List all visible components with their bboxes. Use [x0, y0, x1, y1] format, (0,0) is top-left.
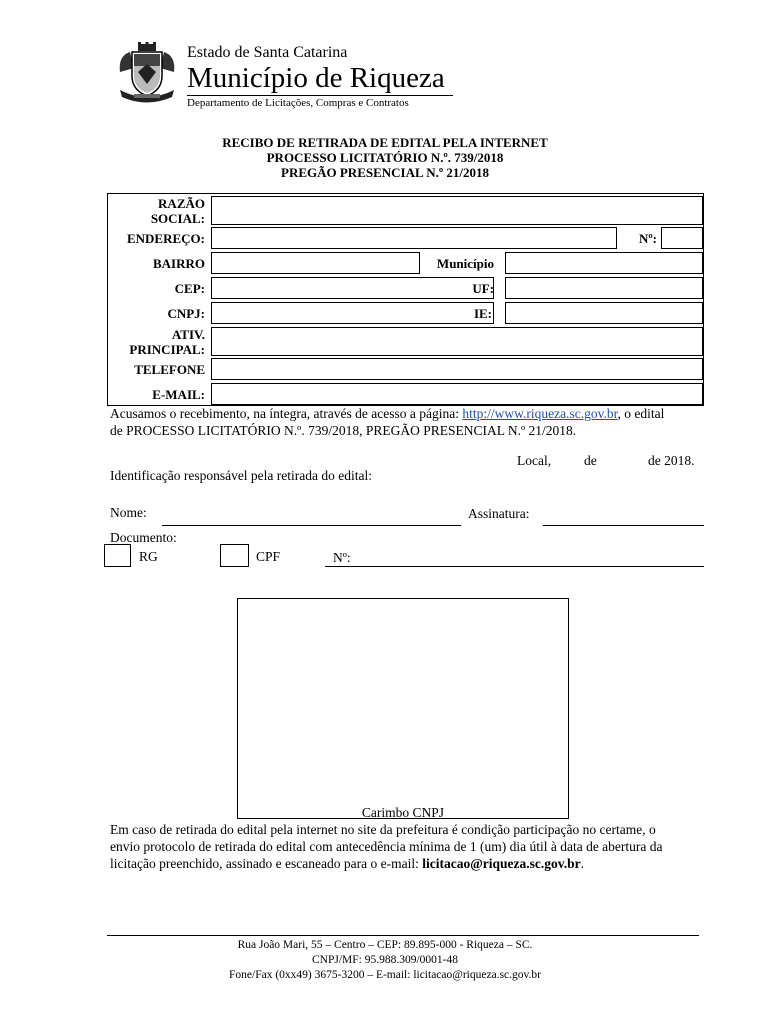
- endereco-field[interactable]: [211, 227, 617, 249]
- footer-cnpj: CNPJ/MF: 95.988.309/0001-48: [311, 954, 458, 966]
- note-line-1: Em caso de retirada do edital pela internet no site da prefeitura é condição participação no certame, o: [110, 822, 656, 837]
- footer-contact: Fone/Fax (0xx49) 3675-3200 – E-mail: licitacao@riqueza.sc.gov.br: [229, 969, 541, 981]
- label-ativ-principal: ATIV. PRINCIPAL:: [129, 327, 205, 357]
- title-line-2: PROCESSO LICITATÓRIO N.º. 739/2018: [266, 150, 504, 165]
- label-cep: CEP:: [174, 281, 205, 296]
- label-uf: UF:: [472, 281, 494, 296]
- header-rule: [187, 95, 453, 96]
- date-year-label: de 2018.: [648, 453, 695, 468]
- cep-field[interactable]: [211, 277, 494, 299]
- label-numero: Nº:: [638, 231, 657, 246]
- rg-checkbox[interactable]: [104, 544, 131, 567]
- ack-line-2: de PROCESSO LICITATÓRIO N.º. 739/2018, PREGÃO PRESENCIAL N.º 21/2018.: [110, 423, 577, 438]
- note-line-3: licitação preenchido, assinado e escaneado para o e-mail: licitacao@riqueza.sc.gov.br.: [110, 856, 585, 871]
- nome-line[interactable]: [162, 525, 461, 526]
- numero-field[interactable]: [661, 227, 703, 249]
- date-de-label: de: [584, 453, 597, 468]
- footer-address: Rua João Mari, 55 – Centro – CEP: 89.895-000 - Riqueza – SC.: [237, 939, 533, 951]
- nome-label: Nome:: [110, 505, 147, 520]
- note-email: licitacao@riqueza.sc.gov.br: [422, 856, 581, 871]
- cpf-label: CPF: [256, 549, 281, 564]
- note-line-2: envio protocolo de retirada do edital com antecedência mínima de 1 (um) dia útil à data de abertura da: [110, 839, 663, 854]
- ativ-principal-field[interactable]: [211, 327, 703, 356]
- cnpj-field[interactable]: [211, 302, 494, 324]
- telefone-field[interactable]: [211, 358, 703, 380]
- coat-of-arms-logo: [116, 42, 178, 104]
- ack-line-1: Acusamos o recebimento, na íntegra, através de acesso a página: http://www.riqueza.sc.gov.br, o edital: [110, 406, 665, 421]
- assinatura-line[interactable]: [543, 525, 704, 526]
- label-email: E-MAIL:: [152, 387, 205, 402]
- header-state: Estado de Santa Catarina: [187, 44, 348, 61]
- label-endereco: ENDEREÇO:: [126, 231, 205, 246]
- cnpj-stamp-caption: Carimbo CNPJ: [361, 805, 445, 820]
- identification-label: Identificação responsável pela retirada do edital:: [110, 468, 372, 483]
- company-form: [107, 193, 704, 406]
- municipio-field[interactable]: [505, 252, 703, 274]
- rg-label: RG: [139, 549, 158, 564]
- ie-field[interactable]: [505, 302, 703, 324]
- local-label: Local,: [517, 453, 552, 468]
- razao-social-field[interactable]: [211, 196, 703, 225]
- label-telefone: TELEFONE: [134, 362, 205, 377]
- cpf-checkbox[interactable]: [220, 544, 249, 567]
- title-line-1: RECIBO DE RETIRADA DE EDITAL PELA INTERNET: [222, 135, 548, 150]
- label-razao-social: RAZÃO SOCIAL:: [150, 196, 205, 226]
- documento-label: Documento:: [110, 530, 177, 545]
- bairro-field[interactable]: [211, 252, 420, 274]
- assinatura-label: Assinatura:: [468, 506, 530, 521]
- document-number-label: Nº:: [333, 550, 351, 565]
- document-number-line[interactable]: [325, 566, 704, 567]
- header-department: Departamento de Licitações, Compras e Contratos: [187, 97, 409, 109]
- footer-rule: [107, 935, 699, 936]
- header-municipality: Município de Riqueza: [187, 62, 445, 94]
- label-municipio: Município: [436, 256, 494, 271]
- riqueza-website-link[interactable]: http://www.riqueza.sc.gov.br: [462, 406, 618, 421]
- label-cnpj: CNPJ:: [167, 306, 205, 321]
- label-ie: IE:: [473, 306, 492, 321]
- label-bairro: BAIRRO: [152, 256, 205, 271]
- cnpj-stamp-box: [237, 598, 569, 819]
- email-field[interactable]: [211, 383, 703, 405]
- title-line-3: PREGÃO PRESENCIAL N.º 21/2018: [281, 165, 489, 180]
- uf-field[interactable]: [505, 277, 703, 299]
